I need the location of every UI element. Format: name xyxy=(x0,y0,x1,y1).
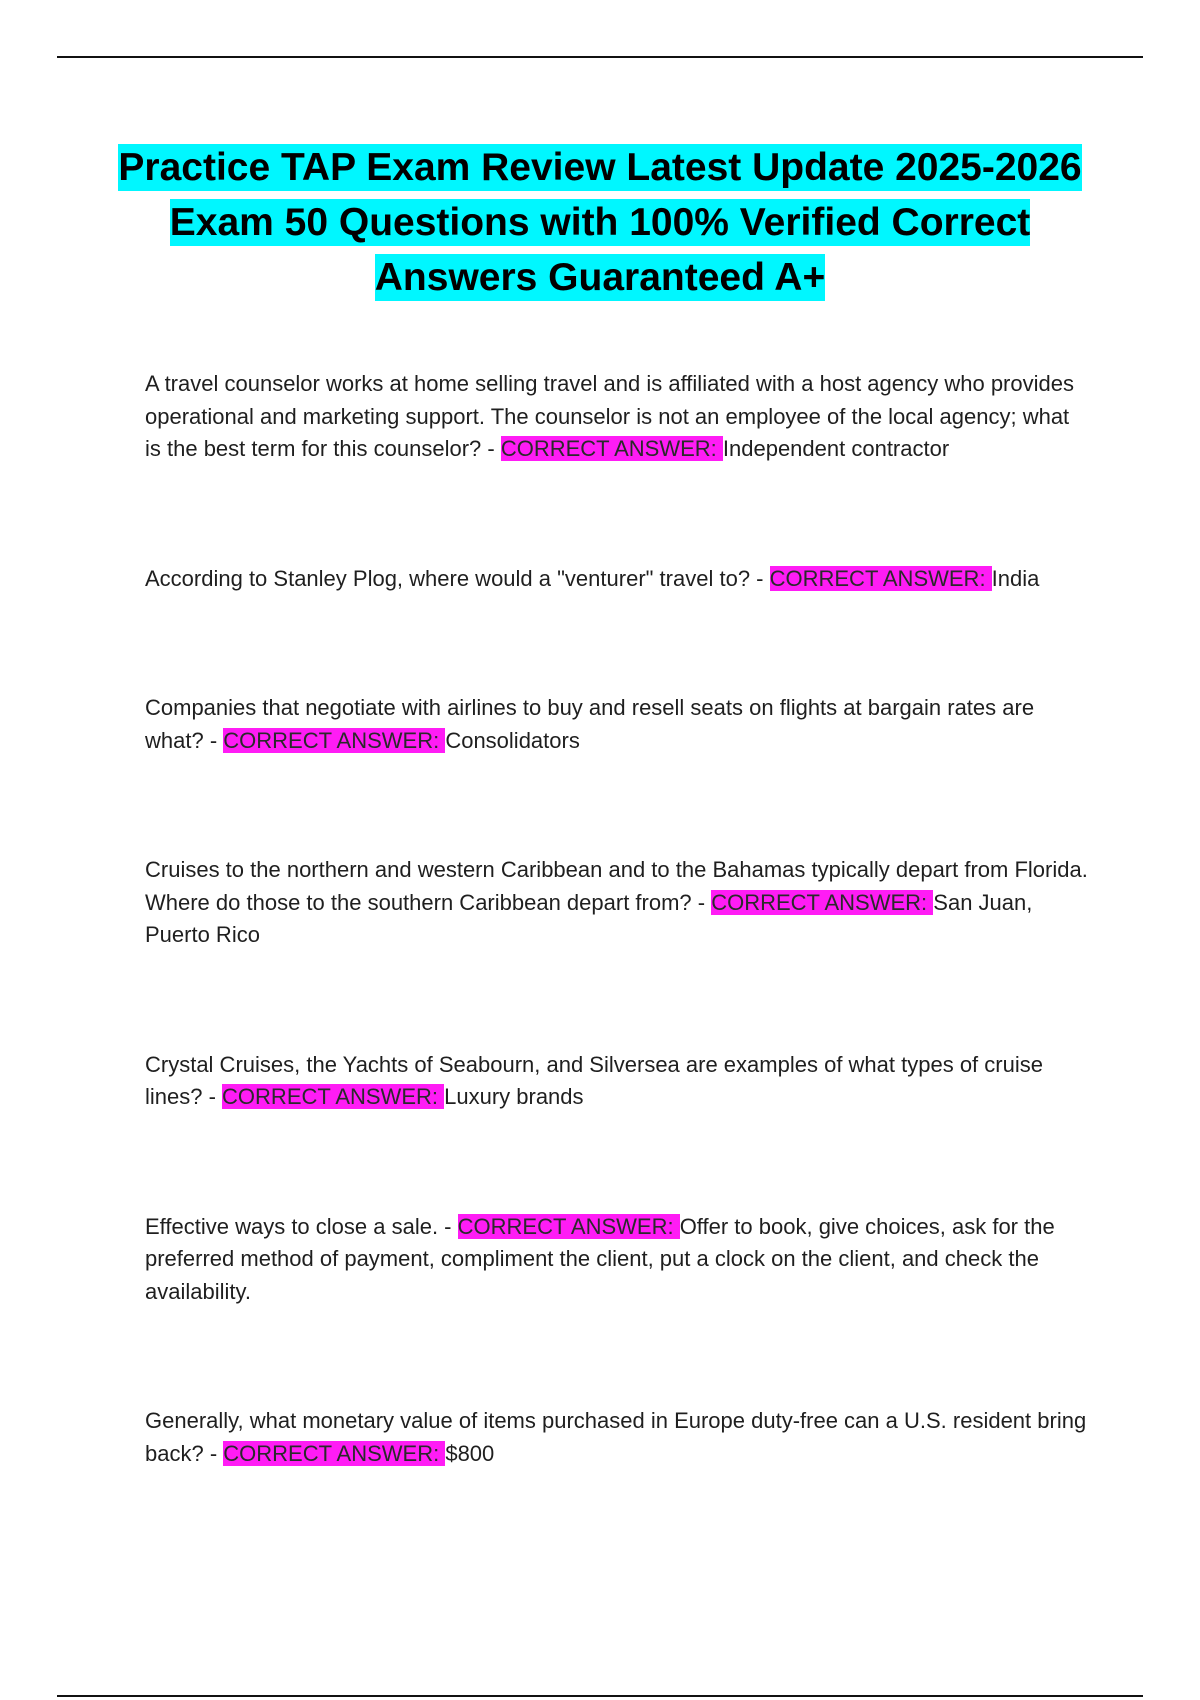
question-text: Cruises to the northern and western Caribbean and to the Bahamas typically depart from Florida. Where do those to the southern Caribbean depart from? - xyxy=(145,857,1088,915)
correct-answer-label: CORRECT ANSWER: xyxy=(457,1213,680,1239)
question-text: Crystal Cruises, the Yachts of Seabourn, and Silversea are examples of what types of cruise lines? - xyxy=(145,1051,1043,1109)
answer-text: Offer to book, give choices, ask for the preferred method of payment, compliment the client, put a clock on the client, and check the availability. xyxy=(145,1213,1055,1304)
qa-list xyxy=(145,368,1090,1567)
answer-text: India xyxy=(991,565,1040,591)
correct-answer-label: CORRECT ANSWER: xyxy=(223,1440,446,1466)
qa-item xyxy=(145,368,1090,466)
question-text: Effective ways to close a sale. - xyxy=(145,1213,458,1239)
answer-text: Luxury brands xyxy=(444,1084,584,1109)
qa-item xyxy=(145,854,1090,952)
qa-item xyxy=(145,1405,1090,1470)
answer-text: $800 xyxy=(445,1440,495,1466)
answer-text: San Juan, Puerto Rico xyxy=(145,889,1033,947)
correct-answer-label: CORRECT ANSWER: xyxy=(500,436,723,461)
correct-answer-label: CORRECT ANSWER: xyxy=(223,727,446,753)
qa-item xyxy=(145,563,1090,596)
document-title xyxy=(100,140,1100,305)
correct-answer-label: CORRECT ANSWER: xyxy=(711,889,934,915)
qa-item xyxy=(145,692,1090,757)
correct-answer-label: CORRECT ANSWER: xyxy=(769,565,992,591)
question-text: Companies that negotiate with airlines to buy and resell seats on flights at bargain rates are what? - xyxy=(145,695,1035,753)
question-text: A travel counselor works at home selling travel and is affiliated with a host agency who provides operational and marketing support. The counselor is not an employee of the local agency; what is the best term for this counselor? - xyxy=(145,371,1074,461)
question-text: Generally, what monetary value of items purchased in Europe duty-free can a U.S. resident bring back? - xyxy=(145,1408,1087,1466)
top-divider xyxy=(57,56,1143,58)
bottom-divider xyxy=(57,1695,1143,1697)
title-highlight: Practice TAP Exam Review Latest Update 2025-2026 Exam 50 Questions with 100% Verified Correct Answers Guaranteed A+ xyxy=(118,146,1082,299)
answer-text: Independent contractor xyxy=(722,436,950,461)
question-text: According to Stanley Plog, where would a "venturer" travel to? - xyxy=(145,565,770,591)
answer-text: Consolidators xyxy=(445,727,580,753)
qa-item xyxy=(145,1211,1090,1309)
qa-item xyxy=(145,1049,1090,1114)
correct-answer-label: CORRECT ANSWER: xyxy=(222,1084,445,1109)
